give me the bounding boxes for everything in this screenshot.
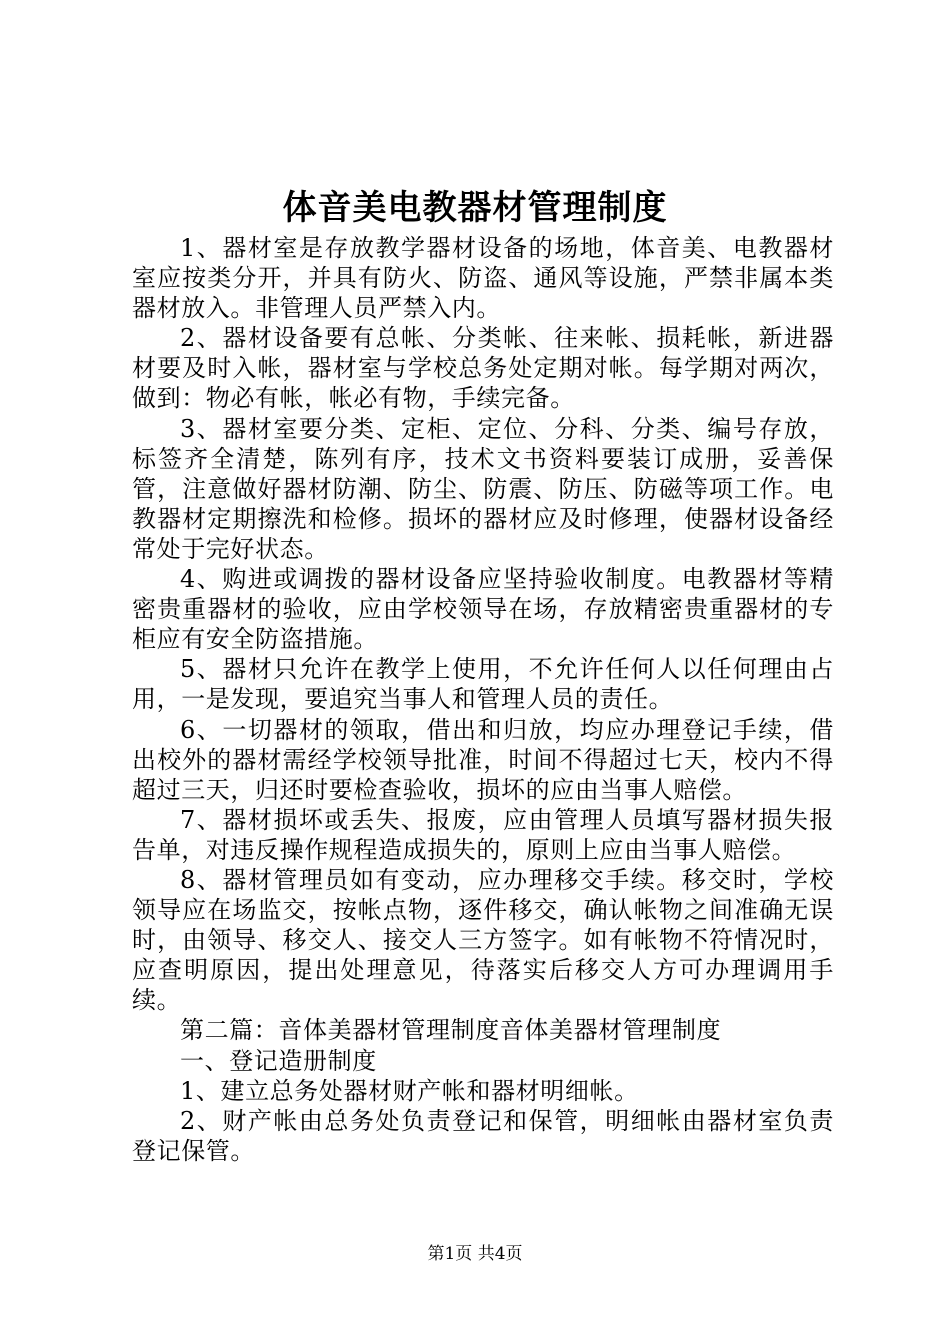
section-heading-part-two: 第二篇：音体美器材管理制度音体美器材管理制度 — [180, 1016, 722, 1045]
paragraph-1: 1、器材室是存放教学器材设备的场地，体音美、电教器材室应按类分开，并具有防火、防盗、通风等设施，严禁非属本类器材放入。非管理人员严禁入内。 — [132, 234, 834, 323]
document-body — [132, 233, 834, 1166]
paragraph-registration-1: 1、建立总务处器材财产帐和器材明细帐。 — [180, 1076, 639, 1105]
paragraph-8: 8、器材管理员如有变动，应办理移交手续。移交时，学校领导应在场监交，按帐点物，逐件移交，确认帐物之间准确无误时，由领导、移交人、接交人三方签字。如有帐物不符情况时，应查明原因，提出处理意见，待落实后移交人方可办理调用手续。 — [132, 865, 834, 1015]
paragraph-6: 6、一切器材的领取，借出和归放，均应办理登记手续，借出校外的器材需经学校领导批准，时间不得超过七天，校内不得超过三天，归还时要检查验收，损坏的应由当事人赔偿。 — [132, 715, 834, 804]
paragraph-4: 4、购进或调拨的器材设备应坚持验收制度。电教器材等精密贵重器材的验收，应由学校领导在场，存放精密贵重器材的专柜应有安全防盗措施。 — [132, 565, 834, 654]
paragraph-3: 3、器材室要分类、定柜、定位、分科、分类、编号存放，标签齐全清楚，陈列有序，技术文书资料要装订成册，妥善保管，注意做好器材防潮、防尘、防震、防压、防磁等项工作。电教器材定期擦洗和检修。损坏的器材应及时修理，使器材设备经常处于完好状态。 — [132, 414, 834, 563]
paragraph-5: 5、器材只允许在教学上使用，不允许任何人以任何理由占用，一是发现，要追究当事人和管理人员的责任。 — [132, 655, 834, 714]
subsection-heading-registration: 一、登记造册制度 — [180, 1046, 377, 1075]
paragraph-7: 7、器材损坏或丢失、报废，应由管理人员填写器材损失报告单，对违反操作规程造成损失的，原则上应由当事人赔偿。 — [132, 805, 834, 864]
document-title: 体音美电教器材管理制度 — [282, 188, 668, 228]
paragraph-registration-2: 2、财产帐由总务处负责登记和保管，明细帐由器材室负责登记保管。 — [132, 1106, 834, 1165]
page-number-footer: 第1页 共4页 — [427, 1244, 523, 1264]
paragraph-2: 2、器材设备要有总帐、分类帐、往来帐、损耗帐，新进器材要及时入帐，器材室与学校总务处定期对帐。每学期对两次，做到：物必有帐，帐必有物，手续完备。 — [132, 324, 834, 413]
